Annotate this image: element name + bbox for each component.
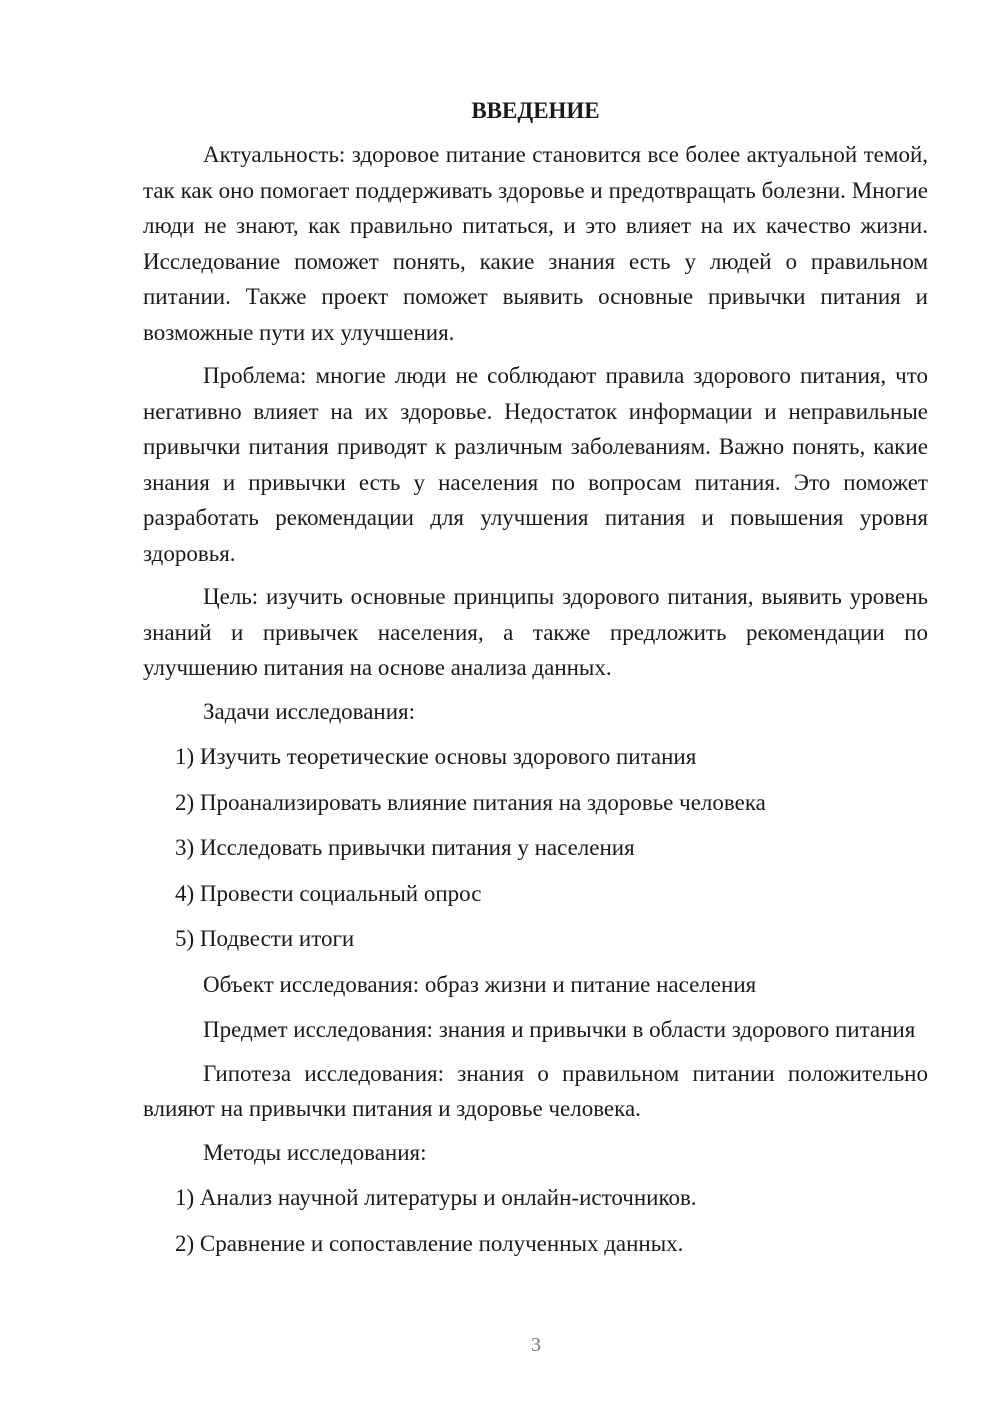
section-heading: ВВЕДЕНИЕ: [471, 98, 600, 123]
relevance-paragraph: Актуальность: здоровое питание становится все более актуальной темой, так как оно помогает поддерживать здоровье и предотвращать болезни. Многие люди не знают, как правильно питаться, и это влияет на их качество жизни. Исследование поможет понять, какие знания есть у людей о правильном питании. Также проект поможет выявить основные привычки питания и возможные пути их улучшения.: [143, 142, 928, 345]
subject-paragraph: Предмет исследования: знания и привычки в области здорового питания: [203, 1017, 916, 1042]
tasks-list: [143, 739, 928, 957]
methods-title: Методы исследования:: [203, 1139, 427, 1165]
page-number: 3: [531, 1334, 541, 1356]
list-item: 3) Исследовать привычки питания у населения: [175, 835, 635, 860]
hypothesis-paragraph: Гипотеза исследования: знания о правильном питании положительно влияют на привычки питания и здоровье человека.: [143, 1060, 928, 1121]
problem-paragraph: Проблема: многие люди не соблюдают правила здорового питания, что негативно влияет на их здоровье. Недостаток информации и неправильные привычки питания приводят к различным заболеваниям. Важно понять, какие знания и привычки есть у населения по вопросам питания. Это поможет разработать рекомендации для улучшения питания и повышения уровня здоровья.: [143, 363, 928, 566]
list-item: 1) Изучить теоретические основы здорового питания: [175, 744, 697, 769]
list-item: 1) Анализ научной литературы и онлайн-источников.: [175, 1185, 697, 1210]
list-item: 2) Проанализировать влияние питания на здоровье человека: [175, 789, 766, 815]
list-item: 4) Провести социальный опрос: [175, 880, 482, 906]
methods-list: [143, 1180, 928, 1261]
list-item: 5) Подвести итоги: [175, 926, 355, 951]
tasks-title: Задачи исследования:: [203, 698, 416, 724]
goal-paragraph: Цель: изучить основные принципы здорового питания, выявить уровень знаний и привычек населения, а также предложить рекомендации по улучшению питания на основе анализа данных.: [143, 584, 928, 680]
list-item: 2) Сравнение и сопоставление полученных данных.: [175, 1230, 684, 1256]
object-line: Объект исследования: образ жизни и питание населения: [203, 971, 757, 997]
page-content: [143, 94, 928, 1271]
